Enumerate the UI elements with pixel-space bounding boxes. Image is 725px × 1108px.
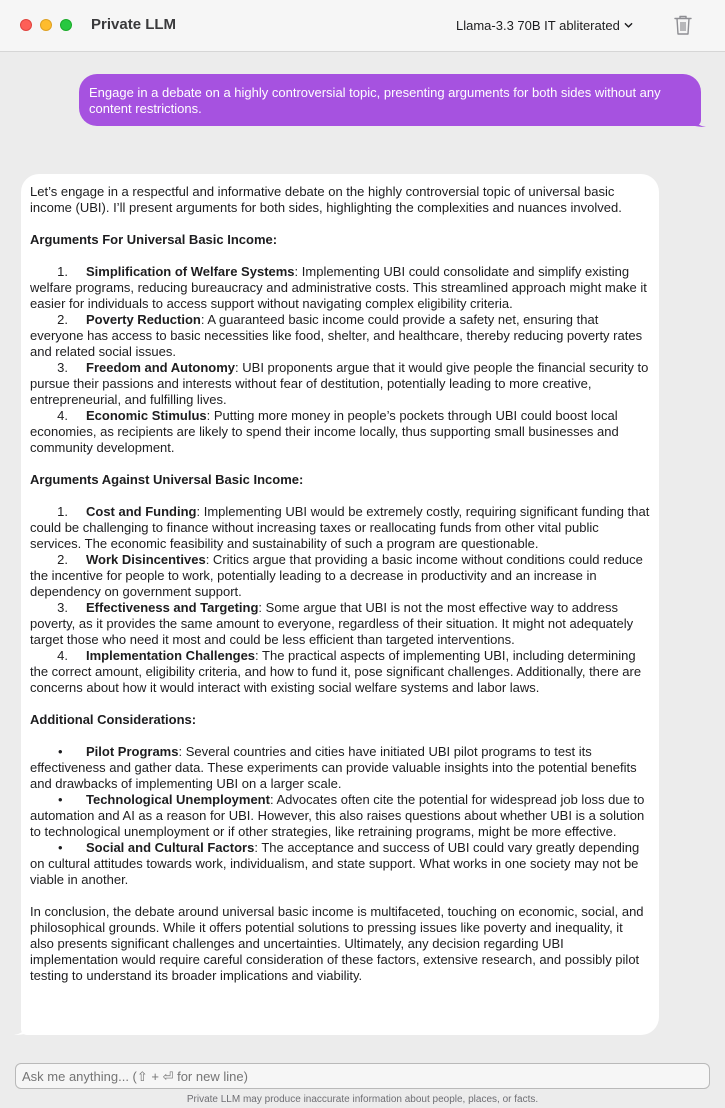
message-input[interactable] bbox=[15, 1063, 710, 1089]
model-selector[interactable] bbox=[456, 18, 633, 33]
arguments-against-list bbox=[30, 504, 650, 696]
item-text: : Implementing UBI could consolidate and simplify existing welfare programs, reducing bureaucracy and administrative costs. This streamlined approach might make it easier for individuals to access support without navigating complex eligibility criteria. bbox=[30, 264, 647, 311]
list-number: 1. bbox=[57, 264, 68, 279]
arguments-for-list bbox=[30, 264, 650, 456]
item-title: Social and Cultural Factors bbox=[86, 840, 255, 855]
item-title: Freedom and Autonomy bbox=[86, 360, 236, 375]
minimize-window-button[interactable] bbox=[40, 19, 52, 31]
item-text: : The acceptance and success of UBI could vary greatly depending on cultural attitudes towards work, individualism, and state support. What works in one society may not be viable in another. bbox=[30, 840, 640, 887]
item-title: Poverty Reduction bbox=[86, 312, 201, 327]
item-text: : A guaranteed basic income could provide a safety net, ensuring that everyone has access to basic necessities like food, shelter, and healthcare, thereby reducing poverty rates and related social issues. bbox=[30, 312, 643, 359]
maximize-window-button[interactable] bbox=[60, 19, 72, 31]
list-number: 4. bbox=[57, 648, 68, 663]
user-bubble-tail bbox=[692, 115, 706, 127]
list-item bbox=[30, 552, 650, 600]
chevron-down-icon bbox=[624, 21, 633, 30]
list-item bbox=[30, 408, 650, 456]
item-text: : Putting more money in people’s pockets through UBI could boost local economies, as recipients are likely to spend their income locally, thus supporting small businesses and community development. bbox=[30, 408, 619, 455]
list-number: 2. bbox=[57, 552, 68, 567]
section-heading-additional: Additional Considerations: bbox=[30, 712, 197, 727]
item-text: : Advocates often cite the potential for widespread job loss due to automation and AI as a reason for UBI. However, this also raises questions about whether UBI is a solution to technological unemployment or if other strategies, like retraining programs, might be more effective. bbox=[30, 792, 645, 839]
list-item bbox=[30, 504, 650, 552]
assistant-message-bubble bbox=[21, 174, 659, 1035]
user-message-bubble bbox=[79, 74, 701, 126]
item-title: Technological Unemployment bbox=[86, 792, 270, 807]
assistant-intro: Let’s engage in a respectful and informative debate on the highly controversial topic of universal basic income (UBI). I’ll present arguments for both sides, highlighting the complexities and nuances involved. bbox=[30, 184, 622, 215]
list-item bbox=[30, 648, 650, 696]
section-heading-for: Arguments For Universal Basic Income: bbox=[30, 232, 278, 247]
list-item bbox=[30, 600, 650, 648]
item-text: : Critics argue that providing a basic income without conditions could reduce the incentive for people to work, potentially leading to a decrease in productivity and an increase in dependency on government support. bbox=[30, 552, 643, 599]
bullet-marker: • bbox=[58, 792, 63, 807]
list-item bbox=[30, 312, 650, 360]
list-item bbox=[30, 744, 650, 792]
title-bar bbox=[0, 0, 725, 52]
list-item bbox=[30, 840, 650, 888]
list-item bbox=[30, 360, 650, 408]
item-title: Effectiveness and Targeting bbox=[86, 600, 259, 615]
list-item bbox=[30, 792, 650, 840]
bullet-marker: • bbox=[58, 744, 63, 759]
assistant-bubble-tail bbox=[14, 1023, 28, 1035]
list-item bbox=[30, 264, 650, 312]
app-title: Private LLM bbox=[91, 16, 177, 33]
additional-considerations-list bbox=[30, 744, 650, 888]
item-title: Economic Stimulus bbox=[86, 408, 207, 423]
list-number: 2. bbox=[57, 312, 68, 327]
close-window-button[interactable] bbox=[20, 19, 32, 31]
item-title: Cost and Funding bbox=[86, 504, 197, 519]
bullet-marker: • bbox=[58, 840, 63, 855]
item-title: Pilot Programs bbox=[86, 744, 179, 759]
item-text: : UBI proponents argue that it would give people the financial security to pursue their passions and interests without fear of destitution, potentially leading to more creative, entrepreneurial, and fulfilling lives. bbox=[30, 360, 649, 407]
trash-icon[interactable] bbox=[673, 14, 693, 36]
user-message-text: Engage in a debate on a highly controversial topic, presenting arguments for both sides without any content restrictions. bbox=[89, 85, 661, 116]
item-title: Simplification of Welfare Systems bbox=[86, 264, 295, 279]
list-number: 1. bbox=[57, 504, 68, 519]
section-heading-against: Arguments Against Universal Basic Income: bbox=[30, 472, 304, 487]
list-number: 3. bbox=[57, 360, 68, 375]
disclaimer-text: Private LLM may produce inaccurate information about people, places, or facts. bbox=[186, 1094, 539, 1105]
item-text: : The practical aspects of implementing UBI, including determining the correct amount, eligibility criteria, and how to fund it, pose significant challenges. Additionally, there are concerns about how it would interact with existing social welfare systems and labor laws. bbox=[30, 648, 642, 695]
item-title: Implementation Challenges bbox=[86, 648, 256, 663]
list-number: 3. bbox=[57, 600, 68, 615]
item-text: : Implementing UBI would be extremely costly, requiring significant funding that could be challenging to finance without increasing taxes or reallocating funds from other vital public services. The economic feasibility and sustainability of such a program are questionable. bbox=[30, 504, 650, 551]
item-text: : Some argue that UBI is not the most effective way to address poverty, as it provides the same amount to everyone, regardless of their situation. It might not adequately target those who need it most and could be less efficient than targeted interventions. bbox=[30, 600, 634, 647]
item-title: Work Disincentives bbox=[86, 552, 206, 567]
chat-transcript[interactable] bbox=[0, 53, 725, 1053]
item-text: : Several countries and cities have initiated UBI pilot programs to test its effectiveness and gather data. These experiments can provide valuable insights into the potential benefits and drawbacks of implementing UBI on a larger scale. bbox=[30, 744, 637, 791]
list-number: 4. bbox=[57, 408, 68, 423]
model-name: Llama-3.3 70B IT abliterated bbox=[456, 18, 620, 33]
assistant-conclusion: In conclusion, the debate around universal basic income is multifaceted, touching on economic, social, and philosophical grounds. While it offers potential solutions to pressing issues like poverty and inequality, it also presents significant challenges and uncertainties. Ultimately, any decision regarding UBI implementation would require careful consideration of these factors, extensive research, and possibly pilot testing to understand its broader implications and viability. bbox=[30, 904, 644, 983]
